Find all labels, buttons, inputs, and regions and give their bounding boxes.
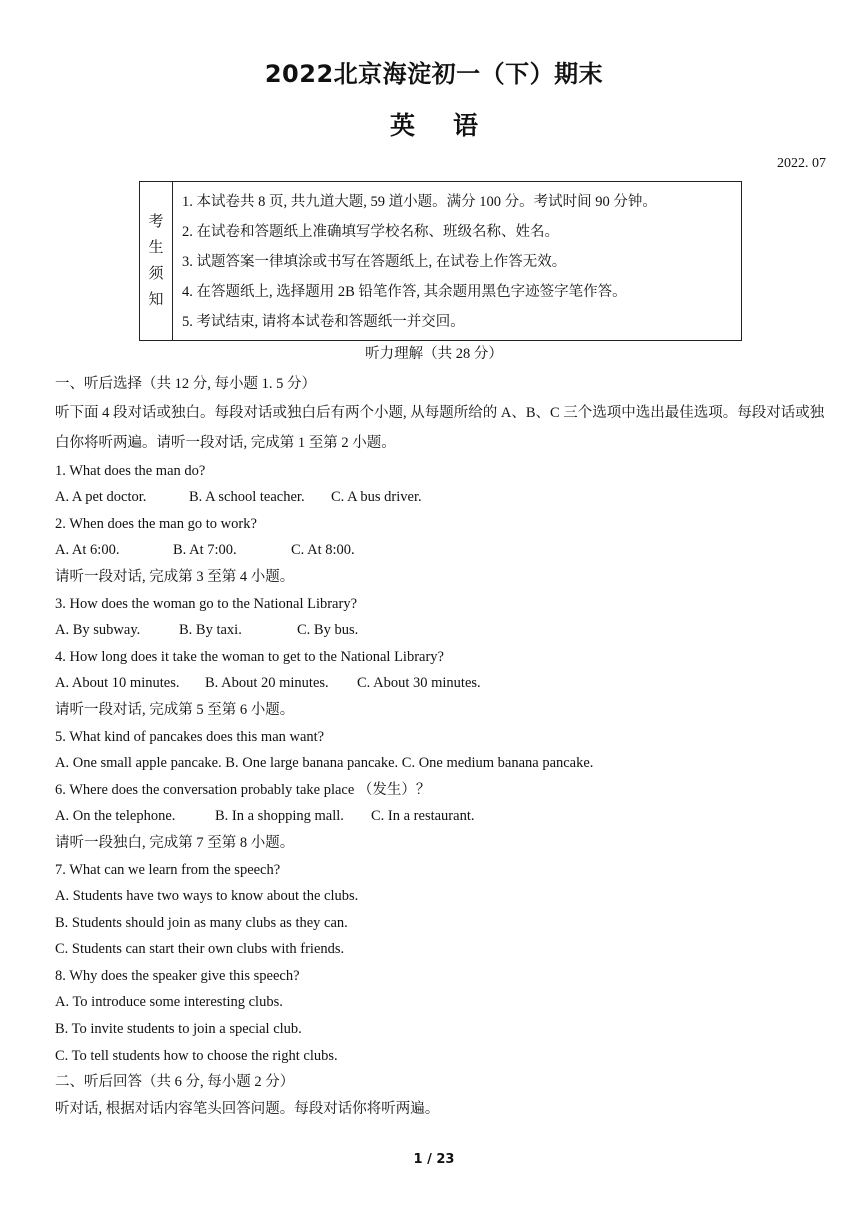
notice-item: 1. 本试卷共 8 页, 共九道大题, 59 道小题。满分 100 分。考试时间 90 分钟。 <box>182 194 657 210</box>
option: C. Students can start their own clubs with friends. <box>55 941 345 958</box>
listening-note: 请听一段独白, 完成第 7 至第 8 小题。 <box>55 834 295 851</box>
option: A. To introduce some interesting clubs. <box>55 994 283 1011</box>
page-number: 1 / 23 <box>413 1152 455 1167</box>
part2-heading: 二、听后回答（共 6 分, 每小题 2 分） <box>55 1074 295 1091</box>
exam-date: 2022. 07 <box>777 156 826 171</box>
option: C. A bus driver. <box>331 489 422 506</box>
question-1: 1. What does the man do? <box>55 462 206 479</box>
candidate-notice-box <box>139 181 742 341</box>
question-2: 2. When does the man go to work? <box>55 515 257 532</box>
question-8: 8. Why does the speaker give this speech? <box>55 967 300 984</box>
question-6: 6. Where does the conversation probably take place （发生）？ <box>55 781 431 798</box>
option: B. In a shopping mall. <box>215 808 344 825</box>
option: B. A school teacher. <box>189 489 305 506</box>
notice-label-char: 考 <box>148 214 164 230</box>
part2-instruction: 听对话, 根据对话内容笔头回答问题。每段对话你将听两遍。 <box>55 1100 440 1117</box>
listening-section-header: 听力理解（共 28 分） <box>365 346 503 362</box>
option: C. In a restaurant. <box>371 808 475 825</box>
notice-item: 5. 考试结束, 请将本试卷和答题纸一并交回。 <box>182 314 465 330</box>
option: B. At 7:00. <box>173 542 237 559</box>
question-3: 3. How does the woman go to the National Library? <box>55 595 358 612</box>
listening-note: 请听一段对话, 完成第 5 至第 6 小题。 <box>55 701 295 718</box>
option: A. Students have two ways to know about the clubs. <box>55 888 359 905</box>
option: B. To invite students to join a special club. <box>55 1021 302 1038</box>
exam-title: 2022北京海淀初一（下）期末 <box>264 60 604 88</box>
option: A. About 10 minutes. <box>55 675 180 692</box>
notice-label-char: 知 <box>148 292 164 308</box>
notice-items <box>173 182 741 340</box>
option: A. At 6:00. <box>55 542 120 559</box>
listening-note: 请听一段对话, 完成第 3 至第 4 小题。 <box>55 568 295 585</box>
part1-heading: 一、听后选择（共 12 分, 每小题 1. 5 分） <box>55 376 316 392</box>
option: B. Students should join as many clubs as they can. <box>55 914 348 931</box>
option: B. By taxi. <box>179 622 242 639</box>
question-5: 5. What kind of pancakes does this man want? <box>55 728 325 745</box>
question-4: 4. How long does it take the woman to get to the National Library? <box>55 648 444 665</box>
option: C. To tell students how to choose the right clubs. <box>55 1047 338 1064</box>
part1-instruction: 听下面 4 段对话或独白。每段对话或独白后有两个小题, 从每题所给的 A、B、C 三个选项中选出最佳选项。每段对话或独白你将听两遍。请听一段对话, 完成第 1 至第 2 小题。 <box>55 404 825 451</box>
question-1-options <box>55 484 830 511</box>
notice-label <box>140 182 173 340</box>
question-2-options <box>55 537 830 564</box>
option: B. About 20 minutes. <box>205 675 329 692</box>
option: A. A pet doctor. <box>55 489 147 506</box>
notice-label-char: 须 <box>148 266 164 282</box>
question-3-options <box>55 617 830 644</box>
notice-item: 2. 在试卷和答题纸上准确填写学校名称、班级名称、姓名。 <box>182 224 559 240</box>
option: A. By subway. <box>55 622 141 639</box>
question-7: 7. What can we learn from the speech? <box>55 861 281 878</box>
option: A. On the telephone. <box>55 808 176 825</box>
notice-label-char: 生 <box>148 240 164 256</box>
question-6-options <box>55 803 830 830</box>
notice-item: 4. 在答题纸上, 选择题用 2B 铅笔作答, 其余题用黑色字迹签字笔作答。 <box>182 284 627 300</box>
question-4-options <box>55 670 830 697</box>
option: C. About 30 minutes. <box>357 675 481 692</box>
notice-item: 3. 试题答案一律填涂或书写在答题纸上, 在试卷上作答无效。 <box>182 254 567 270</box>
exam-subject: 英语 <box>389 111 516 140</box>
question-5-options: A. One small apple pancake. B. One large banana pancake. C. One medium banana pancake. <box>55 755 594 772</box>
option: C. By bus. <box>297 622 359 639</box>
option: C. At 8:00. <box>291 542 355 559</box>
exam-content <box>55 371 830 1122</box>
